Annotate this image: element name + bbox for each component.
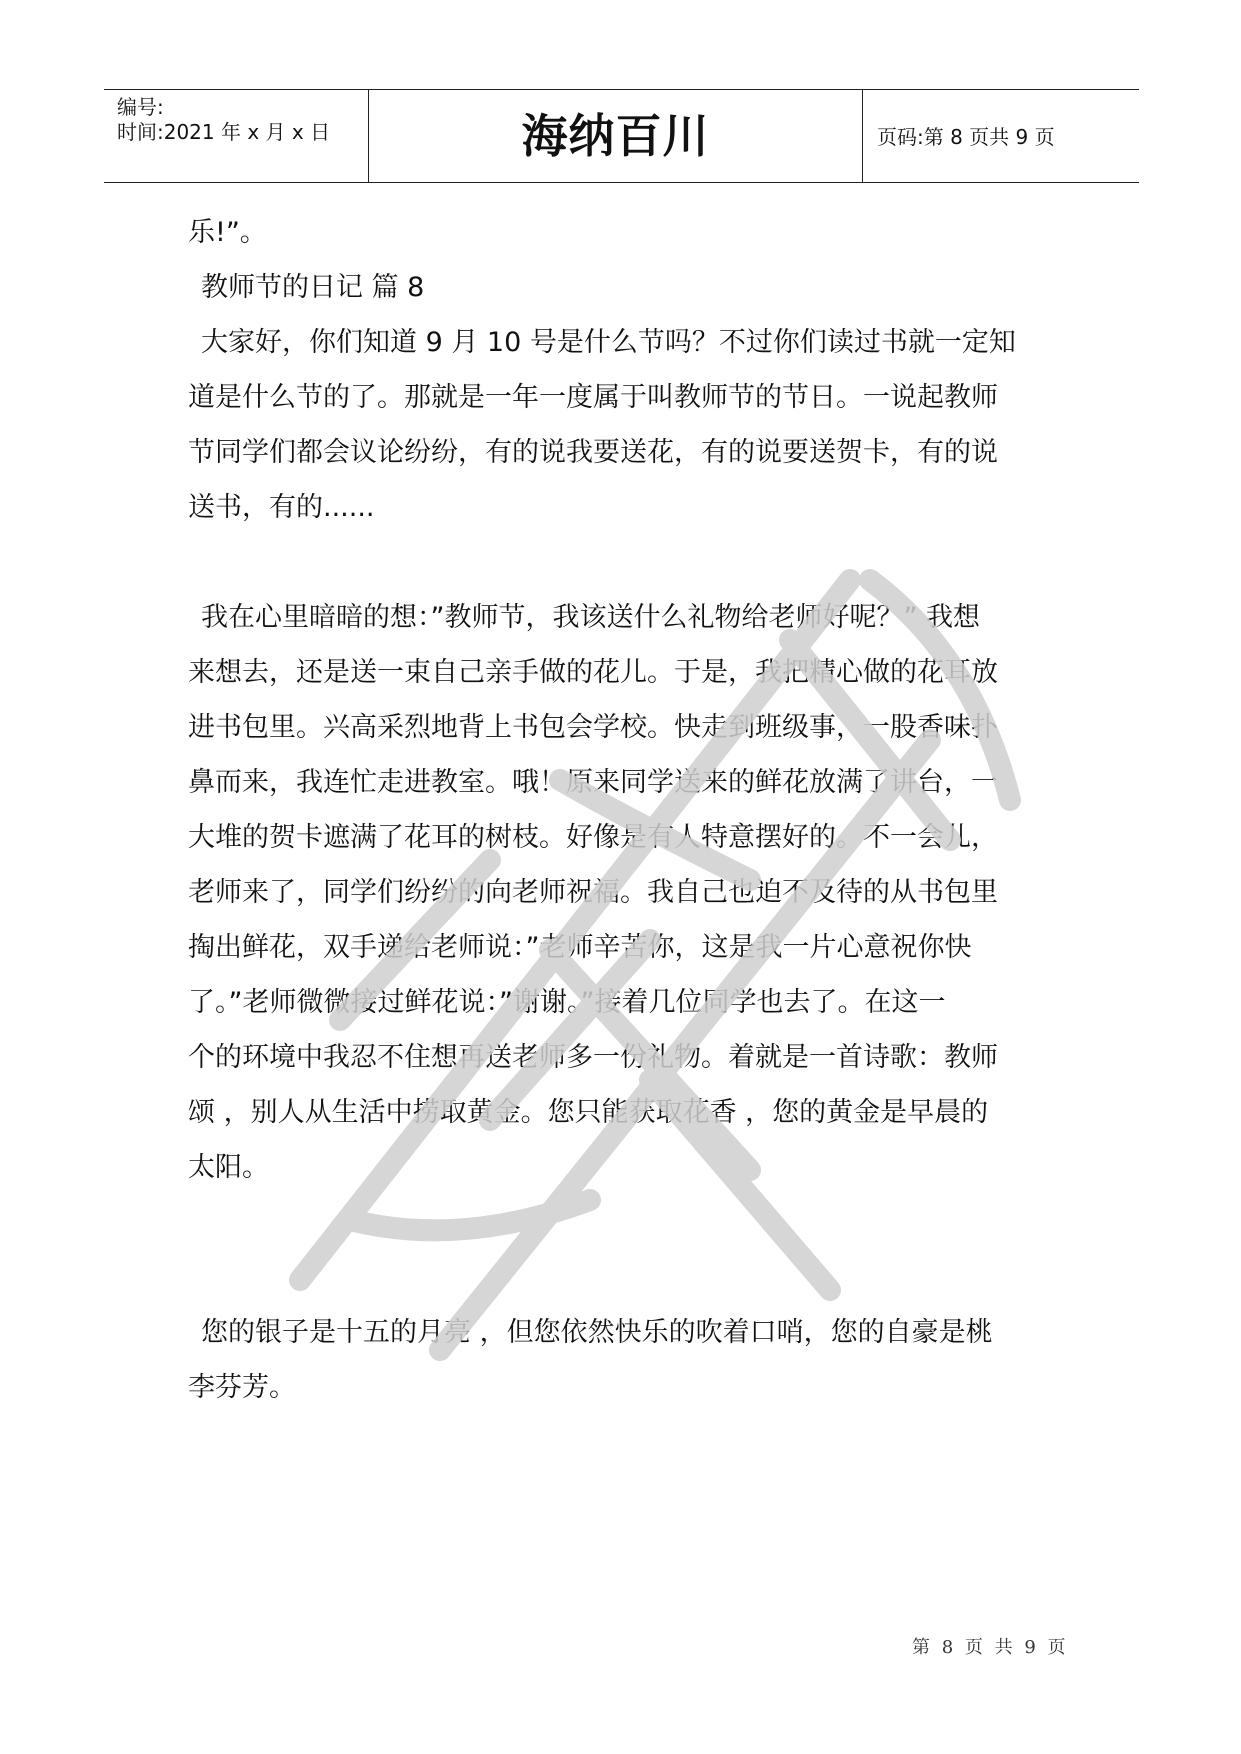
body-line: 了。”老师微微接过鲜花说：”谢谢。”接着几位同学也去了。在这一 <box>188 987 946 1018</box>
body-line: 我在心里暗暗的想：”教师节，我该送什么礼物给老师好呢？” 我想 <box>201 602 981 633</box>
header-title-cell <box>369 90 863 182</box>
body-line: 来想去，还是送一束自己亲手做的花儿。于是，我把精心做的花耳放 <box>188 657 998 688</box>
page-code-label: 页码:第 8 页共 9 页 <box>877 125 1055 149</box>
section-heading: 教师节的日记 篇 8 <box>201 272 425 303</box>
document-body <box>188 205 1051 1415</box>
body-line: 颂 ，别人从生活中捞取黄金。您只能获取花香 ，您的黄金是早晨的 <box>188 1097 989 1128</box>
paragraph-gap <box>191 535 1051 590</box>
body-line: 节同学们都会议论纷纷，有的说我要送花，有的说要送贺卡，有的说 <box>188 437 998 468</box>
body-line: 老师来了，同学们纷纷的向老师祝福。我自己也迫不及待的从书包里 <box>188 877 998 908</box>
date-label: 时间:2021 年 x 月 x 日 <box>117 120 331 144</box>
body-line: 您的银子是十五的月亮 ，但您依然快乐的吹着口哨，您的自豪是桃 <box>201 1317 993 1348</box>
page-footer: 第 8 页 共 9 页 <box>912 1637 1069 1658</box>
document-header <box>104 89 1139 183</box>
paragraph-gap <box>191 1195 1051 1250</box>
body-line: 乐!”。 <box>188 217 267 248</box>
body-line: 太阳。 <box>188 1152 269 1183</box>
header-page-cell <box>863 90 1139 182</box>
body-line: 鼻而来，我连忙走进教室。哦！原来同学送来的鲜花放满了讲台，一 <box>188 767 998 798</box>
body-line: 掏出鲜花，双手递给老师说：”老师辛苦你，这是我一片心意祝你快 <box>188 932 972 963</box>
body-line: 进书包里。兴高采烈地背上书包会学校。快走到班级事，一股香味扑 <box>188 712 998 743</box>
body-line: 大堆的贺卡遮满了花耳的树枝。好像是有人特意摆好的。不一会儿， <box>188 822 998 853</box>
serial-number-label: 编号: <box>117 95 164 119</box>
document-title: 海纳百川 <box>521 109 710 163</box>
body-line: 送书，有的...... <box>188 492 375 523</box>
header-meta-cell <box>104 90 369 182</box>
paragraph-gap <box>191 1250 1051 1305</box>
body-line: 李芬芳。 <box>188 1372 296 1403</box>
body-line: 大家好，你们知道 9 月 10 号是什么节吗？不过你们读过书就一定知 <box>201 327 1016 358</box>
body-line: 个的环境中我忍不住想再送老师多一份礼物。着就是一首诗歌：教师 <box>188 1042 998 1073</box>
body-line: 道是什么节的了。那就是一年一度属于叫教师节的节日。一说起教师 <box>188 382 998 413</box>
